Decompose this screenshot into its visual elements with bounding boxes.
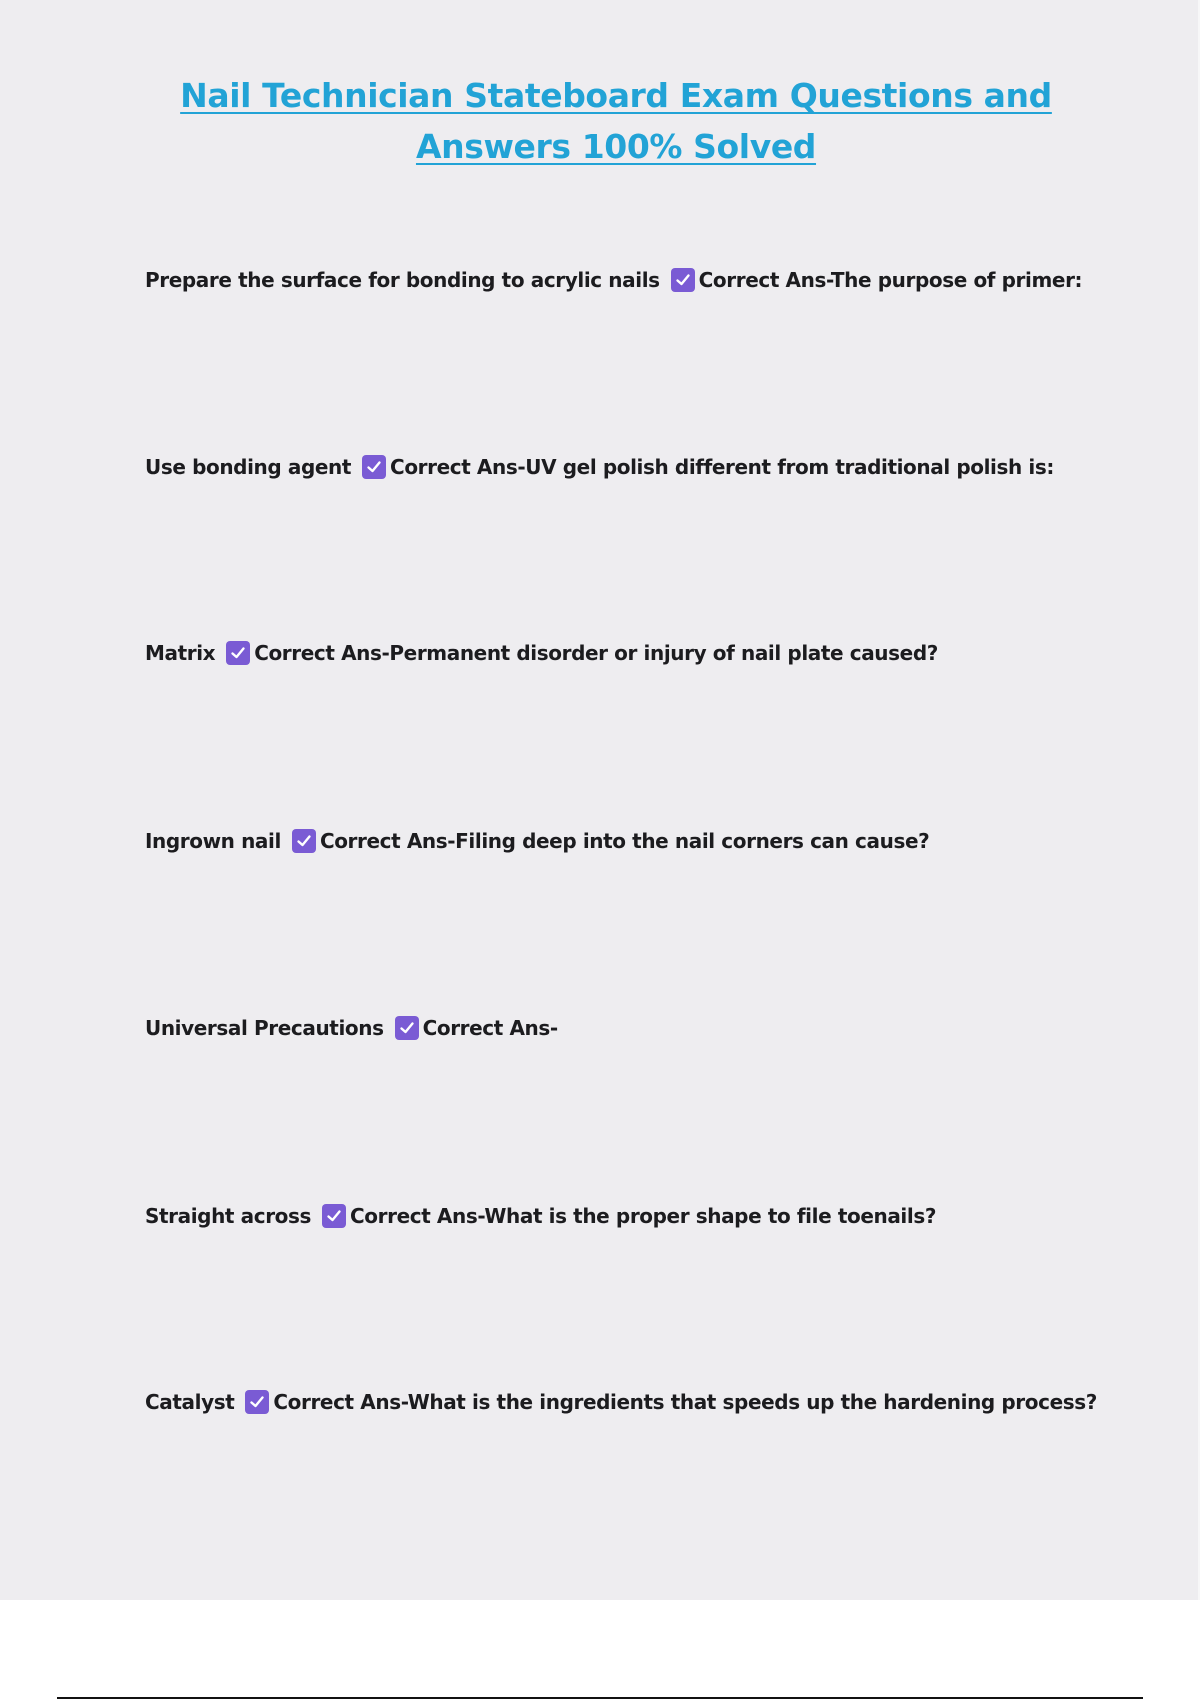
- qa-item: [145, 1387, 1097, 1417]
- answer-text: Catalyst: [145, 1390, 235, 1414]
- answer-text: Universal Precautions: [145, 1016, 384, 1040]
- answer-text: Use bonding agent: [145, 455, 352, 479]
- document-title[interactable]: [120, 70, 1112, 172]
- checkbox-checked-icon: [226, 641, 250, 665]
- checkbox-checked-icon: [671, 268, 695, 292]
- qa-item: [145, 638, 938, 668]
- question-text: Correct Ans-What is the ingredients that speeds up the hardening process?: [273, 1390, 1097, 1414]
- answer-text: Matrix: [145, 641, 216, 665]
- qa-item: [145, 826, 929, 856]
- qa-item: [145, 1201, 936, 1231]
- question-text: Correct Ans-The purpose of primer:: [698, 268, 1083, 292]
- qa-item: [145, 1013, 558, 1043]
- question-text: Correct Ans-What is the proper shape to file toenails?: [350, 1204, 937, 1228]
- document-title-text[interactable]: Nail Technician Stateboard Exam Questions and Answers 100% Solved: [180, 76, 1052, 166]
- question-text: Correct Ans-Permanent disorder or injury of nail plate caused?: [254, 641, 938, 665]
- question-text: Correct Ans-Filing deep into the nail corners can cause?: [319, 829, 930, 853]
- checkbox-checked-icon: [395, 1016, 419, 1040]
- qa-item: [145, 265, 1082, 295]
- question-text: Correct Ans-UV gel polish different from traditional polish is:: [390, 455, 1054, 479]
- question-text: Correct Ans-: [422, 1016, 558, 1040]
- checkbox-checked-icon: [362, 455, 386, 479]
- answer-text: Straight across: [145, 1204, 312, 1228]
- checkbox-checked-icon: [245, 1390, 269, 1414]
- checkbox-checked-icon: [292, 829, 316, 853]
- answer-text: Ingrown nail: [145, 829, 281, 853]
- answer-text: Prepare the surface for bonding to acrylic nails: [145, 268, 660, 292]
- qa-item: [145, 452, 1054, 482]
- footer-divider: [57, 1697, 1143, 1699]
- checkbox-checked-icon: [322, 1204, 346, 1228]
